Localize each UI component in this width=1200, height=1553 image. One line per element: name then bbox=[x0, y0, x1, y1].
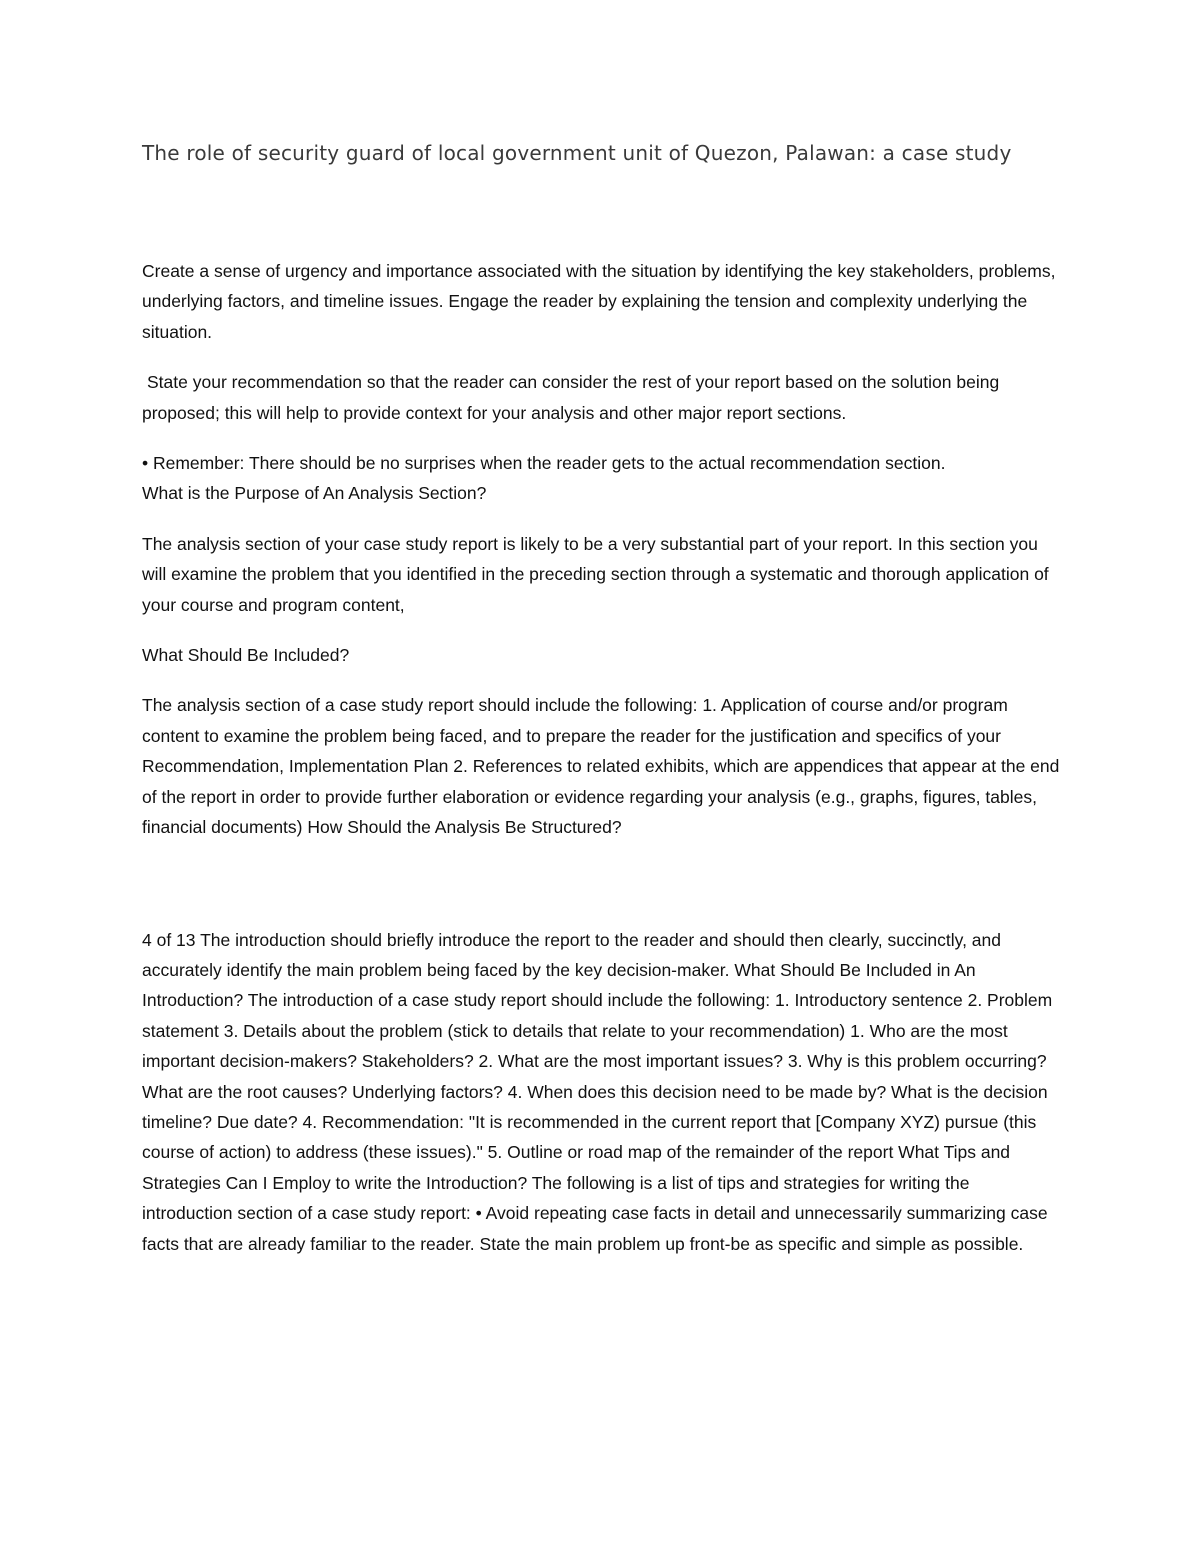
paragraph-remember: • Remember: There should be no surprises when the reader gets to the actual recommendation section. bbox=[142, 453, 946, 474]
document-title: The role of security guard of local government unit of Quezon, Palawan: a case study bbox=[142, 141, 1012, 165]
paragraph-analysis-contents: The analysis section of a case study report should include the following: 1. Application of course and/or program content to examine the problem being faced, and to prepare the reader for the justification and specifics of your Recommendation, Implementation Plan 2. References to related exhibits, which are appendices that appear at the end of the report in order to provide further elaboration or evidence regarding your analysis (e.g., graphs, figures, tables, financial documents) How Should the Analysis Be Structured? bbox=[142, 695, 1060, 838]
paragraph-analysis-purpose-heading: What is the Purpose of An Analysis Section? bbox=[142, 483, 487, 504]
document-body bbox=[142, 256, 1064, 1279]
paragraph-introduction: 4 of 13 The introduction should briefly introduce the report to the reader and should then clearly, succinctly, and accurately identify the main problem being faced by the key decision-maker. What Should Be Included in An Introduction? The introduction of a case study report should include the following: 1. Introductory sentence 2. Problem statement 3. Details about the problem (stick to details that relate to your recommendation) 1. Who are the most important decision-makers? Stakeholders? 2. What are the most important issues? 3. Why is this problem occurring? What are the root causes? Underlying factors? 4. When does this decision need to be made by? What is the decision timeline? Due date? 4. Recommendation: "It is recommended in the current report that [Company XYZ) pursue (this course of action) to address (these issues)." 5. Outline or road map of the remainder of the report What Tips and Strategies Can I Employ to write the Introduction? The following is a list of tips and strategies for writing the introduction section of a case study report: • Avoid repeating case facts in detail and unnecessarily summarizing case facts that are already familiar to the reader. State the main problem up front-be as specific and simple as possible. bbox=[142, 929, 1053, 1254]
paragraph-urgency: Create a sense of urgency and importance associated with the situation by identifying the key stakeholders, problems, underlying factors, and timeline issues. Engage the reader by explaining the tension and complexity underlying the situation. bbox=[142, 261, 1056, 342]
paragraph-recommendation: State your recommendation so that the reader can consider the rest of your report based on the solution being proposed; this will help to provide context for your analysis and other major report sections. bbox=[142, 372, 1000, 423]
paragraph-what-included-heading: What Should Be Included? bbox=[142, 645, 350, 666]
paragraph-analysis-section: The analysis section of your case study report is likely to be a very substantial part of your report. In this section you will examine the problem that you identified in the preceding section through a systematic and thorough application of your course and program content, bbox=[142, 533, 1049, 615]
